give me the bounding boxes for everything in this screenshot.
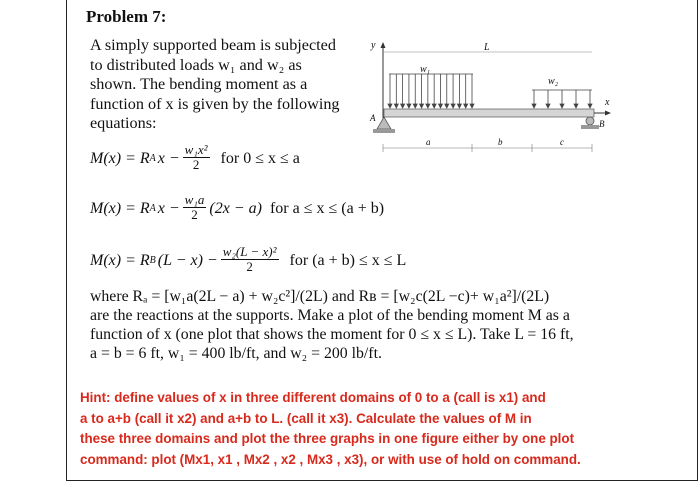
- support-a: [377, 117, 391, 129]
- eq1-fraction: [183, 143, 210, 172]
- intro-paragraph: [90, 36, 360, 134]
- load-arrow-head: [394, 104, 398, 108]
- x-axis-label: x: [605, 97, 610, 108]
- load-arrow-head: [451, 104, 455, 108]
- eq1-mid: x −: [157, 149, 180, 167]
- load-arrow-head: [426, 104, 430, 108]
- length-label: L: [484, 42, 490, 53]
- load-arrow-head: [432, 104, 436, 108]
- intro-line: shown. The bending moment as a: [90, 75, 308, 94]
- hint-paragraph: [80, 388, 640, 470]
- load-arrow-head: [438, 104, 442, 108]
- reactions-paragraph: [90, 287, 618, 363]
- hint-line: Hint: define values of x in three different domains of 0 to a (call is x1) and: [80, 390, 546, 405]
- eq3-lhs: M(x) = R: [90, 251, 150, 269]
- eq3-condition: for (a + b) ≤ x ≤ L: [289, 251, 407, 269]
- load-arrow-head: [413, 104, 417, 108]
- w2-load-arrows: [532, 90, 592, 108]
- eq3-numerator: w₂(L − x)²: [222, 244, 277, 259]
- w2-label: w₂: [548, 76, 559, 87]
- support-b: [586, 117, 594, 125]
- hint-line: these three domains and plot the three graphs in one figure either by one plot: [80, 431, 575, 447]
- eq1-sub: A: [149, 153, 156, 164]
- y-axis-label: y: [371, 40, 376, 51]
- eq1-numerator: w₁x²: [184, 142, 208, 157]
- load-arrow-head: [420, 104, 424, 108]
- eq3-fraction: [221, 245, 279, 274]
- support-a-ground: [373, 129, 395, 133]
- load-arrow-head: [464, 104, 468, 108]
- support-b-ground: [581, 125, 599, 129]
- where-line: are the reactions at the supports. Make a plot of the bending moment M as a: [90, 307, 570, 324]
- eq3-sub: B: [149, 255, 156, 266]
- load-arrow-head: [560, 104, 564, 108]
- eq3-denominator: 2: [246, 259, 253, 274]
- eq2-denominator: 2: [191, 207, 198, 222]
- beam: [384, 109, 594, 117]
- eq2-numerator: w₁a: [184, 192, 205, 207]
- w1-label: w₁: [420, 64, 431, 75]
- problem-title: Problem 7:: [86, 7, 167, 26]
- segment-c-label: c: [560, 137, 564, 147]
- intro-line: function of x is given by the following: [90, 94, 340, 113]
- moment-equation-1: [90, 144, 300, 173]
- load-arrow-head: [388, 104, 392, 108]
- support-b-label: B: [599, 119, 605, 129]
- eq1-lhs: M(x) = R: [90, 149, 150, 167]
- beam-diagram: [360, 38, 615, 158]
- eq2-condition: for a ≤ x ≤ (a + b): [269, 199, 385, 217]
- moment-equation-3: [90, 246, 406, 275]
- load-arrow-head: [574, 104, 578, 108]
- eq2-tail: (2x − a): [209, 199, 262, 217]
- load-arrow-head: [588, 104, 592, 108]
- load-arrow-head: [457, 104, 461, 108]
- load-arrow-head: [532, 104, 536, 108]
- where-line: where Rₐ = [w₁a(2L − a) + w₂c²]/(2L) and Rʙ = [w₂c(2L −c)+ w₁a²]/(2L): [90, 288, 550, 305]
- load-arrow-head: [546, 104, 550, 108]
- eq2-sub: A: [149, 203, 156, 214]
- segment-a-label: a: [426, 137, 431, 147]
- eq2-lhs: M(x) = R: [90, 199, 150, 217]
- y-axis-arrow: [381, 42, 386, 48]
- w1-load-arrows: [388, 74, 474, 108]
- hint-line: a to a+b (call it x2) and a+b to L. (call it x3). Calculate the values of M in: [80, 410, 532, 426]
- support-a-label: A: [370, 113, 376, 123]
- intro-line: A simply supported beam is subjected: [90, 36, 336, 54]
- load-arrow-head: [407, 104, 411, 108]
- intro-line: to distributed loads w₁ and w₂ as: [90, 55, 302, 74]
- load-arrow-head: [470, 104, 474, 108]
- x-axis-arrow: [605, 111, 611, 116]
- where-line: a = b = 6 ft, w₁ = 400 lb/ft, and w₂ = 200 lb/ft.: [90, 345, 382, 362]
- eq1-denominator: 2: [192, 157, 200, 172]
- load-arrow-head: [401, 104, 405, 108]
- hint-line: command: plot (Mx1, x1 , Mx2 , x2 , Mx3 , x3), or with use of hold on command.: [80, 451, 581, 467]
- eq1-condition: for 0 ≤ x ≤ a: [220, 149, 300, 167]
- eq2-fraction: [183, 193, 207, 222]
- eq2-mid: x −: [157, 199, 180, 217]
- intro-line: equations:: [90, 114, 157, 133]
- where-line: function of x (one plot that shows the moment for 0 ≤ x ≤ L). Take L = 16 ft,: [90, 326, 574, 343]
- segment-b-label: b: [498, 137, 503, 147]
- moment-equation-2: [90, 194, 384, 223]
- eq3-mid: (L − x) −: [157, 251, 218, 269]
- load-arrow-head: [445, 104, 449, 108]
